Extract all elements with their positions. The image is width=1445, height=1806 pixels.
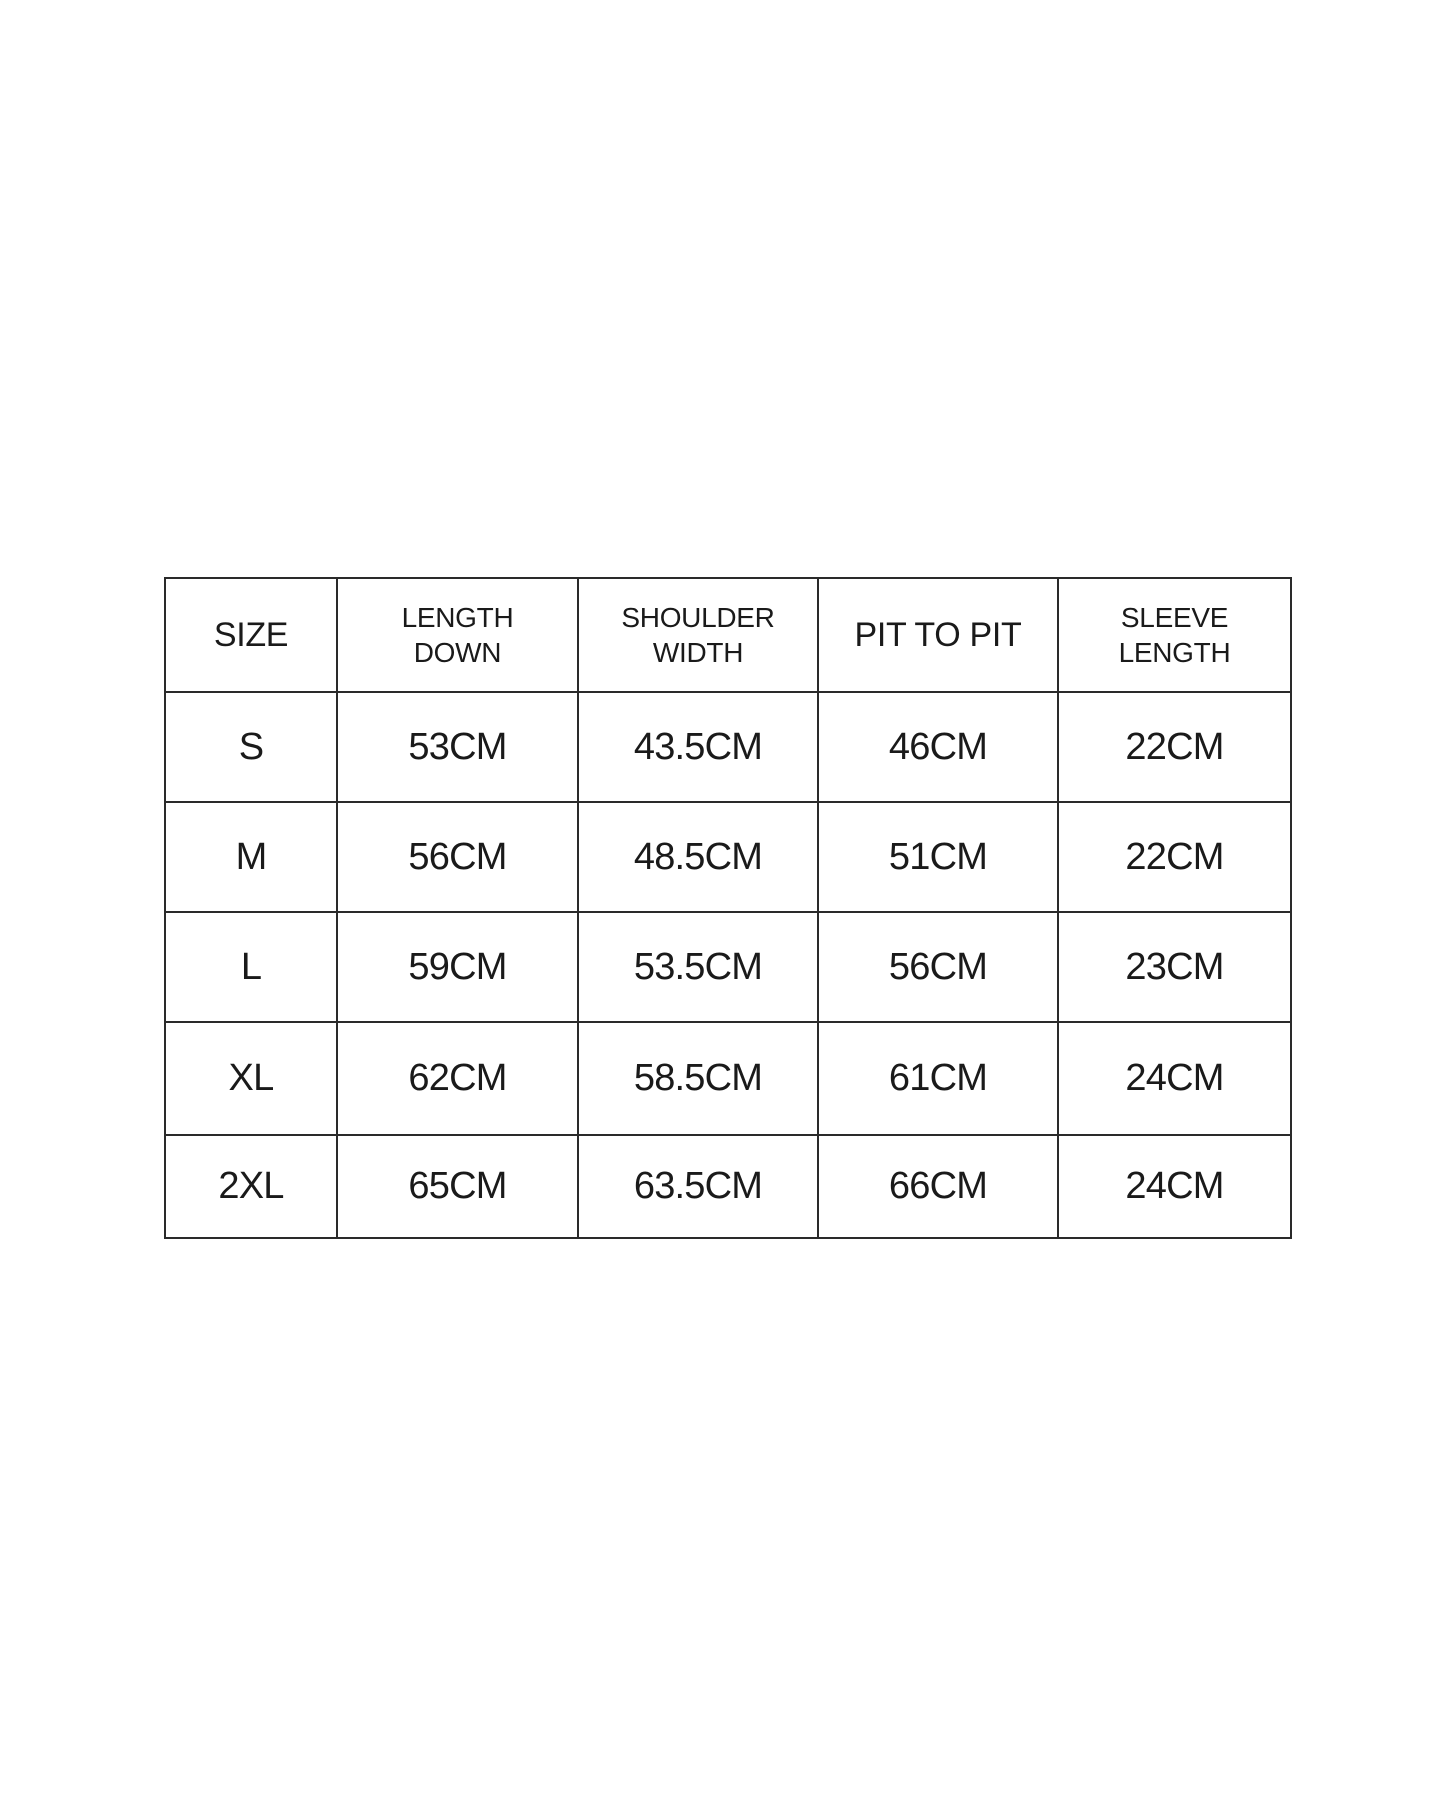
header-length-down-line1: LENGTH bbox=[401, 602, 514, 633]
table-row bbox=[165, 692, 1291, 802]
header-sleeve-length-line1: SLEEVE bbox=[1120, 602, 1229, 633]
table-row bbox=[165, 1135, 1291, 1238]
cell-sleeve-length: 22CM bbox=[1058, 802, 1291, 912]
cell-sleeve-length: 22CM bbox=[1058, 692, 1291, 802]
cell-length-down: 59CM bbox=[337, 912, 578, 1022]
cell-size: M bbox=[165, 802, 337, 912]
cell-size: L bbox=[165, 912, 337, 1022]
cell-size: S bbox=[165, 692, 337, 802]
header-shoulder-width-line1: SHOULDER bbox=[621, 602, 775, 633]
cell-size: 2XL bbox=[165, 1135, 337, 1238]
cell-length-down: 56CM bbox=[337, 802, 578, 912]
header-size-label: SIZE bbox=[213, 615, 289, 654]
table-row bbox=[165, 1022, 1291, 1135]
cell-shoulder-width: 43.5CM bbox=[578, 692, 818, 802]
cell-sleeve-length: 24CM bbox=[1058, 1135, 1291, 1238]
cell-length-down: 65CM bbox=[337, 1135, 578, 1238]
header-size bbox=[165, 578, 337, 692]
cell-length-down: 62CM bbox=[337, 1022, 578, 1135]
header-length-down-line2: DOWN bbox=[413, 637, 502, 668]
header-shoulder-width-line2: WIDTH bbox=[652, 637, 744, 668]
cell-shoulder-width: 53.5CM bbox=[578, 912, 818, 1022]
header-shoulder-width bbox=[578, 578, 818, 692]
cell-sleeve-length: 23CM bbox=[1058, 912, 1291, 1022]
header-length-down bbox=[337, 578, 578, 692]
cell-pit-to-pit: 51CM bbox=[818, 802, 1058, 912]
header-row bbox=[165, 578, 1291, 692]
header-sleeve-length bbox=[1058, 578, 1291, 692]
cell-shoulder-width: 58.5CM bbox=[578, 1022, 818, 1135]
header-pit-to-pit bbox=[818, 578, 1058, 692]
cell-length-down: 53CM bbox=[337, 692, 578, 802]
cell-shoulder-width: 48.5CM bbox=[578, 802, 818, 912]
size-chart-table bbox=[164, 577, 1292, 1239]
cell-shoulder-width: 63.5CM bbox=[578, 1135, 818, 1238]
table-row bbox=[165, 912, 1291, 1022]
cell-sleeve-length: 24CM bbox=[1058, 1022, 1291, 1135]
cell-pit-to-pit: 46CM bbox=[818, 692, 1058, 802]
cell-pit-to-pit: 66CM bbox=[818, 1135, 1058, 1238]
cell-pit-to-pit: 56CM bbox=[818, 912, 1058, 1022]
cell-size: XL bbox=[165, 1022, 337, 1135]
header-pit-to-pit-label: PIT TO PIT bbox=[854, 615, 1022, 654]
table-row bbox=[165, 802, 1291, 912]
header-sleeve-length-line2: LENGTH bbox=[1118, 637, 1231, 668]
cell-pit-to-pit: 61CM bbox=[818, 1022, 1058, 1135]
